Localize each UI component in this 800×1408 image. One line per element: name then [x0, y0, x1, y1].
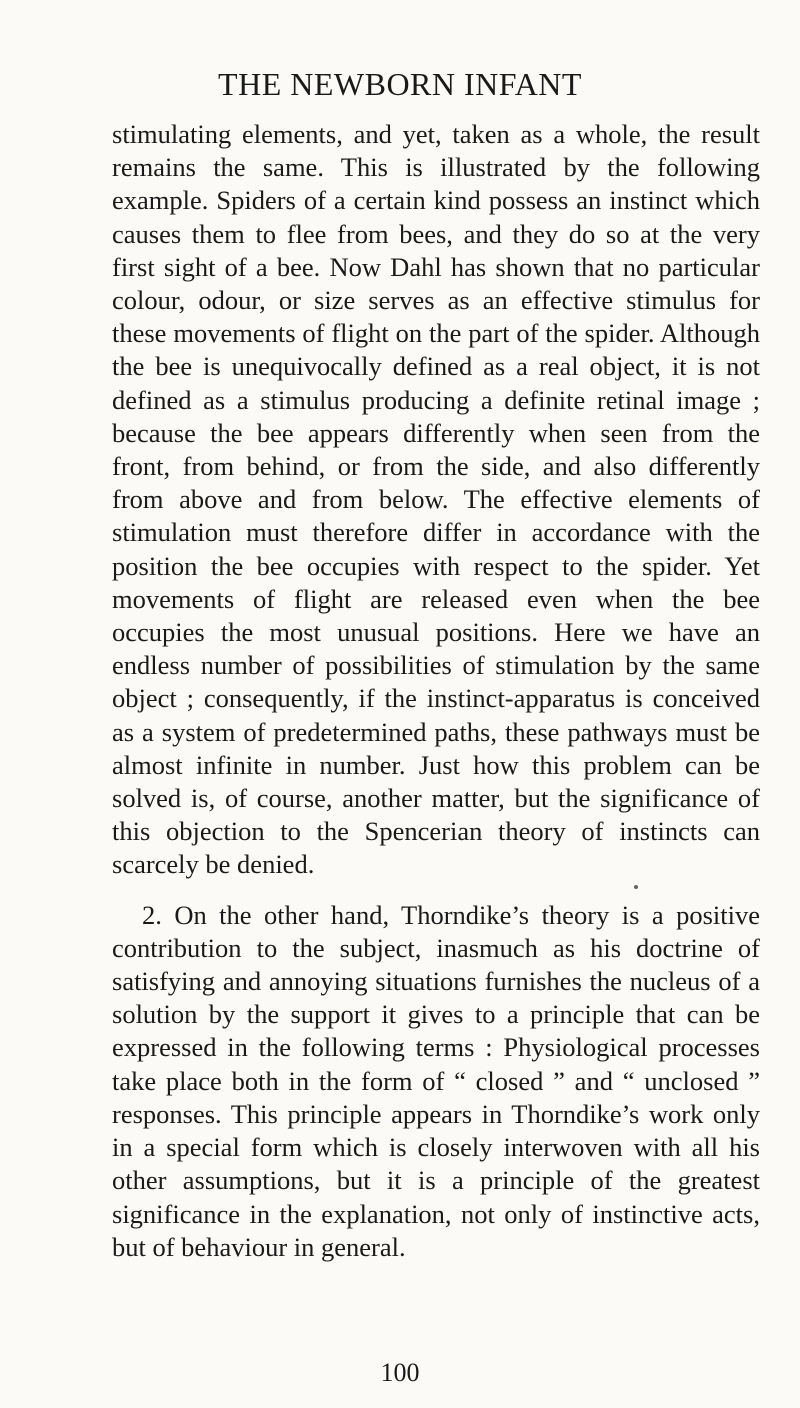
running-head: THE NEWBORN INFANT: [218, 66, 582, 102]
print-speck: [634, 885, 638, 889]
paragraph-continued: stimulating elements, and yet, taken as a whole, the result remains the same. This is illustrated by the following example. Spiders of a certain kind possess an instinct which causes them to flee from bees, and they do so at the very first sight of a bee. Now Dahl has shown that no particular colour, odour, or size serves as an effective stimulus for these movements of flight on the part of the spider. Although the bee is unequivocally defined as a real object, it is not defined as a stimulus producing a definite retinal image ; because the bee appears differently when seen from the front, from behind, or from the side, and also differently from above and from below. The effective elements of stimulation must therefore differ in accordance with the position the bee occupies with respect to the spider. Yet movements of flight are released even when the bee occupies the most unusual positions. Here we have an endless number of possibilities of stimulation by the same object ; consequently, if the instinct-apparatus is conceived as a system of predetermined paths, these pathways must be almost infinite in number. Just how this problem can be solved is, of course, another matter, but the significance of this objection to the Spencerian theory of instincts can scarcely be denied.: [112, 119, 760, 880]
page-number: 100: [380, 1358, 420, 1387]
body-text: [112, 118, 760, 1264]
paragraph-thorndike: 2. On the other hand, Thorndike’s theory is a positive contribution to the subject, inasmuch as his doctrine of satisfying and annoying situations furnishes the nucleus of a solution by the support it gives to a principle that can be expressed in the following terms : Physiological processes take place both in the form of “ closed ” and “ unclosed ” responses. This principle appears in Thorndike’s work only in a special form which is closely interwoven with all his other assumptions, but it is a principle of the greatest significance in the explanation, not only of instinctive acts, but of behaviour in general.: [112, 899, 760, 1262]
